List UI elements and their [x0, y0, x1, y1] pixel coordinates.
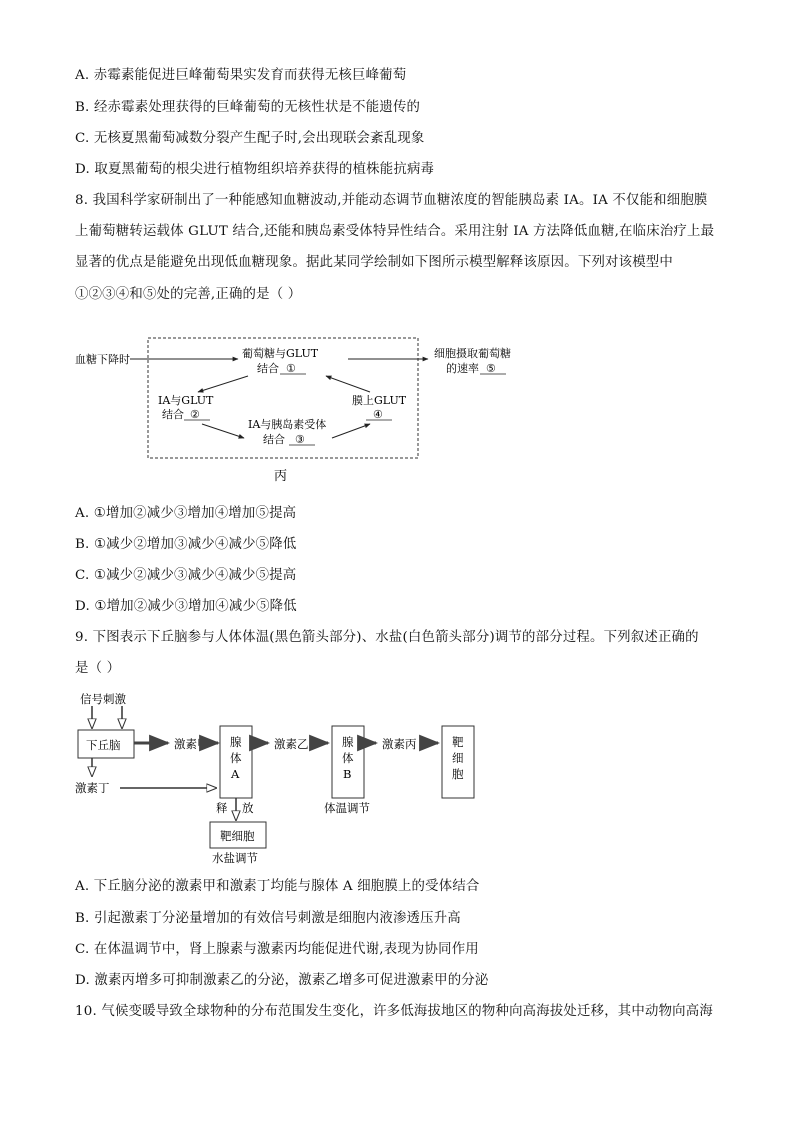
target-3: 胞 — [452, 767, 464, 781]
gland-b-2: 体 — [342, 751, 354, 765]
left-blank: ② — [190, 408, 200, 421]
arrow-top-to-left — [198, 376, 248, 392]
q8-option-b: B. ①减少②增加③减少④减少⑤降低 — [75, 537, 297, 552]
q9-stem-line-2: 是（ ） — [75, 661, 121, 676]
left-box-text-2: 结合 — [162, 408, 184, 421]
release-1: 释 — [216, 801, 228, 815]
bottom-box-text-2: 结合 — [263, 433, 285, 446]
gland-b-3: B — [343, 767, 352, 781]
target-cell-label: 靶细胞 — [220, 829, 255, 843]
left-box-text-1: IA与GLUT — [158, 394, 214, 407]
gland-a-1: 腺 — [230, 735, 242, 749]
signal-label: 信号刺激 — [80, 692, 126, 706]
q9-hypothalamus-figure — [70, 686, 490, 866]
gland-a-3: A — [231, 767, 240, 781]
bottom-blank: ③ — [295, 433, 305, 446]
arrow-right-to-top — [326, 376, 370, 392]
q7-option-b: B. 经赤霉素处理获得的巨峰葡萄的无核性状是不能遗传的 — [75, 100, 421, 115]
q8-model-figure — [70, 332, 530, 492]
q8-stem-line-4: ①②③④和⑤处的完善,正确的是（ ） — [75, 287, 302, 302]
hormone-yi-label: 激素乙 — [274, 737, 309, 751]
input-label: 血糖下降时 — [75, 353, 130, 366]
water-label: 水盐调节 — [212, 851, 258, 865]
q8-stem-line-3: 显著的优点是能避免出现低血糖现象。据此某同学绘制如下图所示模型解释该原因。下列对该模型中 — [75, 255, 673, 270]
gland-b-1: 腺 — [342, 735, 354, 749]
q7-option-a: A. 赤霉素能促进巨峰葡萄果实发育而获得无核巨峰葡萄 — [75, 68, 407, 83]
q8-option-c: C. ①减少②减少③减少④减少⑤提高 — [75, 568, 297, 583]
right-blank: ④ — [373, 408, 383, 421]
bottom-box-text-1: IA与胰岛素受体 — [248, 418, 327, 431]
hypothalamus-label: 下丘脑 — [86, 738, 121, 752]
gland-a-2: 体 — [230, 751, 242, 765]
right-box-text-1: 膜上GLUT — [352, 394, 407, 407]
q10-stem-line-1: 10. 气候变暖导致全球物种的分布范围发生变化，许多低海拔地区的物种向高海拔处迁移，其中动物向高海 — [75, 1004, 713, 1019]
q8-option-a: A. ①增加②减少③增加④增加⑤提高 — [75, 506, 297, 521]
hormone-bing-label: 激素丙 — [382, 737, 417, 751]
q9-stem-line-1: 9. 下图表示下丘脑参与人体体温(黑色箭头部分)、水盐(白色箭头部分)调节的部分过程。下列叙述正确的 — [75, 630, 699, 645]
arrow-bottom-to-right — [332, 424, 370, 438]
figure-caption: 丙 — [274, 469, 288, 484]
q7-option-d: D. 取夏黑葡萄的根尖进行植物组织培养获得的植株能抗病毒 — [75, 162, 435, 177]
temp-label: 体温调节 — [324, 801, 370, 815]
hormone-ding-label: 激素丁 — [75, 781, 110, 795]
output-blank: ⑤ — [486, 362, 496, 375]
output-text-2: 的速率 — [446, 362, 479, 375]
target-1: 靶 — [452, 735, 464, 749]
top-box-text-1: 葡萄糖与GLUT — [242, 347, 319, 360]
top-blank: ① — [286, 362, 296, 375]
q7-option-c: C. 无核夏黑葡萄减数分裂产生配子时,会出现联会紊乱现象 — [75, 131, 425, 146]
output-text-1: 细胞摄取葡萄糖 — [434, 347, 511, 360]
q9-option-a: A. 下丘脑分泌的激素甲和激素丁均能与腺体 A 细胞膜上的受体结合 — [75, 879, 480, 894]
q8-option-d: D. ①增加②减少③增加④减少⑤降低 — [75, 599, 297, 614]
top-box-text-2: 结合 — [257, 362, 279, 375]
arrow-left-to-bottom — [202, 424, 244, 438]
hormone-jia-label: 激素甲 — [174, 737, 209, 751]
q8-stem-line-1: 8. 我国科学家研制出了一种能感知血糖波动,并能动态调节血糖浓度的智能胰岛素 IA。IA 不仅能和细胞膜 — [75, 193, 708, 208]
q9-option-b: B. 引起激素丁分泌量增加的有效信号刺激是细胞内液渗透压升高 — [75, 911, 461, 926]
target-2: 细 — [452, 751, 464, 765]
q8-stem-line-2: 上葡萄糖转运载体 GLUT 结合,还能和胰岛素受体特异性结合。采用注射 IA 方法降低血糖,在临床治疗上最 — [75, 224, 715, 239]
q9-option-c: C. 在体温调节中，肾上腺素与激素丙均能促进代谢,表现为协同作用 — [75, 942, 479, 957]
release-2: 放 — [242, 801, 254, 815]
q9-option-d: D. 激素丙增多可抑制激素乙的分泌，激素乙增多可促进激素甲的分泌 — [75, 973, 489, 988]
